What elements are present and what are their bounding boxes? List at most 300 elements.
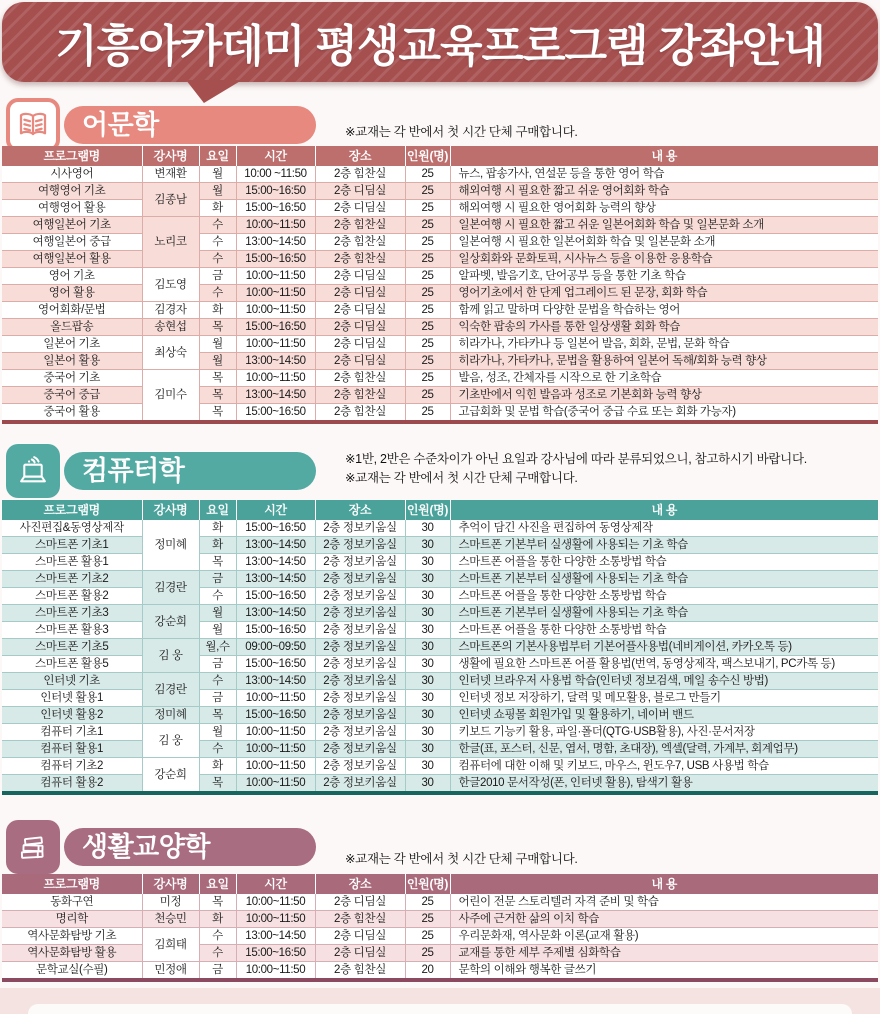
section-badge-culture: 생활교양학 (64, 828, 316, 866)
cell-content: 발음, 성조, 간체자를 시작으로 한 기초학습 (450, 370, 878, 387)
table-row (2, 911, 878, 928)
column-header: 인원(명) (405, 874, 450, 894)
table-row (2, 200, 878, 217)
cell-capacity: 25 (405, 928, 450, 945)
cell-capacity: 25 (405, 217, 450, 234)
table-row (2, 234, 878, 251)
cell-time: 13:00~14:50 (236, 928, 315, 945)
cell-content: 스마트폰 어플을 통한 다양한 소통방법 학습 (450, 622, 878, 639)
cell-instructor: 민정애 (142, 962, 199, 981)
cell-content: 해외여행 시 필요한 영어회화 능력의 향상 (450, 200, 878, 217)
cell-time: 13:00~14:50 (236, 554, 315, 571)
cell-capacity: 30 (405, 724, 450, 741)
cell-day: 목 (199, 387, 236, 404)
cell-time: 10:00~11:50 (236, 302, 315, 319)
cell-day: 목 (199, 707, 236, 724)
cell-capacity: 30 (405, 707, 450, 724)
cell-time: 15:00~16:50 (236, 945, 315, 962)
cell-time: 13:00~14:50 (236, 673, 315, 690)
section-note: ※교재는 각 반에서 첫 시간 단체 구매합니다. (345, 852, 578, 866)
cell-day: 목 (199, 775, 236, 794)
cell-program: 동화구연 (2, 894, 142, 911)
cell-place: 2층 디딤실 (315, 945, 405, 962)
cell-program: 시사영어 (2, 166, 142, 183)
cell-program: 인터넷 활용1 (2, 690, 142, 707)
cell-program: 스마트폰 기초2 (2, 571, 142, 588)
cell-program: 중국어 중급 (2, 387, 142, 404)
table-row (2, 690, 878, 707)
cell-capacity: 25 (405, 200, 450, 217)
cell-place: 2층 힘찬실 (315, 387, 405, 404)
cell-place: 2층 디딤실 (315, 928, 405, 945)
column-header: 내 용 (450, 874, 878, 894)
cell-day: 월 (199, 166, 236, 183)
cell-place: 2층 정보키움실 (315, 707, 405, 724)
cell-instructor: 강순희 (142, 605, 199, 639)
cell-capacity: 25 (405, 370, 450, 387)
cell-program: 문학교실(수필) (2, 962, 142, 981)
column-header: 프로그램명 (2, 500, 142, 520)
cell-program: 중국어 기초 (2, 370, 142, 387)
cell-place: 2층 정보키움실 (315, 639, 405, 656)
cell-instructor: 김종남 (142, 183, 199, 217)
cell-time: 13:00~14:50 (236, 234, 315, 251)
column-header: 요일 (199, 874, 236, 894)
cell-capacity: 30 (405, 520, 450, 537)
cell-day: 월 (199, 336, 236, 353)
cell-program: 스마트폰 기초1 (2, 537, 142, 554)
cell-capacity: 25 (405, 353, 450, 370)
cell-program: 여행영어 기초 (2, 183, 142, 200)
table-row (2, 353, 878, 370)
table-row (2, 741, 878, 758)
cell-day: 금 (199, 656, 236, 673)
cell-place: 2층 정보키움실 (315, 656, 405, 673)
cell-place: 2층 디딤실 (315, 319, 405, 336)
cell-place: 2층 정보키움실 (315, 741, 405, 758)
cell-day: 금 (199, 690, 236, 707)
cell-capacity: 25 (405, 166, 450, 183)
cell-day: 수 (199, 945, 236, 962)
cell-time: 15:00~16:50 (236, 200, 315, 217)
page-title: 기흥아카데미 평생교육프로그램 강좌안내 (55, 22, 825, 71)
cell-time: 15:00~16:50 (236, 183, 315, 200)
cell-place: 2층 정보키움실 (315, 758, 405, 775)
section-note: ※교재는 각 반에서 첫 시간 단체 구매합니다. (345, 471, 578, 485)
cell-content: 해외여행 시 필요한 짧고 쉬운 영어회화 학습 (450, 183, 878, 200)
cell-capacity: 25 (405, 285, 450, 302)
cell-content: 함께 읽고 말하며 다양한 문법을 학습하는 영어 (450, 302, 878, 319)
cell-program: 컴퓨터 기초1 (2, 724, 142, 741)
cell-time: 10:00~11:50 (236, 741, 315, 758)
cell-capacity: 25 (405, 336, 450, 353)
cell-program: 여행일본어 활용 (2, 251, 142, 268)
cell-capacity: 30 (405, 690, 450, 707)
column-header: 장소 (315, 874, 405, 894)
cell-day: 목 (199, 370, 236, 387)
cell-content: 컴퓨터에 대한 이해 및 키보드, 마우스, 윈도우7, USB 사용법 학습 (450, 758, 878, 775)
cell-place: 2층 정보키움실 (315, 690, 405, 707)
table-row (2, 571, 878, 588)
cell-content: 한글2010 문서작성(폰, 인터넷 활용), 탐색기 활용 (450, 775, 878, 794)
cell-time: 15:00~16:50 (236, 520, 315, 537)
cell-capacity: 25 (405, 894, 450, 911)
cell-place: 2층 정보키움실 (315, 605, 405, 622)
cell-capacity: 25 (405, 319, 450, 336)
cell-time: 10:00~11:50 (236, 268, 315, 285)
cell-place: 2층 힘찬실 (315, 234, 405, 251)
cell-capacity: 30 (405, 741, 450, 758)
cell-content: 어린이 전문 스토리텔러 자격 준비 및 학습 (450, 894, 878, 911)
cell-time: 10:00~11:50 (236, 217, 315, 234)
cell-instructor: 천승민 (142, 911, 199, 928)
table-row (2, 302, 878, 319)
cell-day: 화 (199, 758, 236, 775)
cell-day: 수 (199, 285, 236, 302)
cell-content: 추억이 담긴 사진을 편집하여 동영상제작 (450, 520, 878, 537)
cell-program: 영어 활용 (2, 285, 142, 302)
cell-content: 뉴스, 팝송가사, 연설문 등을 통한 영어 학습 (450, 166, 878, 183)
cell-time: 15:00~16:50 (236, 622, 315, 639)
cell-day: 월 (199, 622, 236, 639)
computer-table (2, 500, 878, 795)
cell-content: 인터넷 쇼핑몰 회원가입 및 활용하기, 네이버 밴드 (450, 707, 878, 724)
cell-program: 명리학 (2, 911, 142, 928)
cell-content: 생활에 필요한 스마트폰 어플 활용법(번역, 동영상제작, 팩스보내기, PC카톡 등) (450, 656, 878, 673)
cell-place: 2층 디딤실 (315, 894, 405, 911)
cell-content: 일상회화와 문화토픽, 시사뉴스 등을 이용한 응용학습 (450, 251, 878, 268)
cell-day: 금 (199, 571, 236, 588)
table-row (2, 404, 878, 423)
cell-capacity: 25 (405, 268, 450, 285)
cell-time: 13:00~14:50 (236, 353, 315, 370)
open-book-icon (6, 98, 60, 152)
table-row (2, 554, 878, 571)
column-header: 인원(명) (405, 146, 450, 166)
cell-time: 15:00~16:50 (236, 707, 315, 724)
cell-time: 13:00~14:50 (236, 537, 315, 554)
cell-instructor: 김경자 (142, 302, 199, 319)
cell-day: 금 (199, 962, 236, 981)
cell-day: 월 (199, 183, 236, 200)
table-row (2, 217, 878, 234)
cell-day: 수 (199, 251, 236, 268)
cell-capacity: 30 (405, 639, 450, 656)
cell-instructor: 김 웅 (142, 639, 199, 673)
table-row (2, 894, 878, 911)
cell-day: 수 (199, 217, 236, 234)
cell-time: 09:00~09:50 (236, 639, 315, 656)
table-row (2, 605, 878, 622)
cell-time: 13:00~14:50 (236, 387, 315, 404)
cell-place: 2층 디딤실 (315, 302, 405, 319)
table-row (2, 387, 878, 404)
table-row (2, 928, 878, 945)
cell-instructor: 김경란 (142, 673, 199, 707)
cell-capacity: 30 (405, 673, 450, 690)
cell-time: 13:00~14:50 (236, 605, 315, 622)
cell-time: 10:00~11:50 (236, 690, 315, 707)
column-header: 인원(명) (405, 500, 450, 520)
cell-place: 2층 정보키움실 (315, 673, 405, 690)
cell-day: 수 (199, 741, 236, 758)
cell-program: 스마트폰 활용5 (2, 656, 142, 673)
column-header: 장소 (315, 146, 405, 166)
column-header: 시간 (236, 874, 315, 894)
cell-program: 영어 기초 (2, 268, 142, 285)
column-header: 요일 (199, 500, 236, 520)
table-row (2, 724, 878, 741)
cell-instructor: 최상숙 (142, 336, 199, 370)
cell-day: 월 (199, 353, 236, 370)
table-row (2, 370, 878, 387)
column-header: 요일 (199, 146, 236, 166)
cell-place: 2층 힘찬실 (315, 370, 405, 387)
cell-place: 2층 정보키움실 (315, 622, 405, 639)
cell-content: 스마트폰의 기본사용법부터 기본어플사용법(네비게이션, 카카오톡 등) (450, 639, 878, 656)
table-row (2, 639, 878, 656)
cell-capacity: 30 (405, 622, 450, 639)
column-header: 프로그램명 (2, 874, 142, 894)
cell-day: 월 (199, 605, 236, 622)
cell-instructor: 정미혜 (142, 707, 199, 724)
cell-place: 2층 디딤실 (315, 268, 405, 285)
cell-place: 2층 정보키움실 (315, 775, 405, 794)
cell-capacity: 25 (405, 234, 450, 251)
cell-day: 목 (199, 404, 236, 423)
cell-place: 2층 힘찬실 (315, 166, 405, 183)
cell-content: 영어기초에서 한 단계 업그레이드 된 문장, 회화 학습 (450, 285, 878, 302)
cell-capacity: 30 (405, 605, 450, 622)
cell-capacity: 30 (405, 758, 450, 775)
cell-place: 2층 정보키움실 (315, 724, 405, 741)
cell-instructor: 김 웅 (142, 724, 199, 758)
cell-program: 여행영어 활용 (2, 200, 142, 217)
cell-program: 인터넷 기초 (2, 673, 142, 690)
cell-program: 역사문화탐방 기초 (2, 928, 142, 945)
cell-instructor: 변재환 (142, 166, 199, 183)
cell-content: 스마트폰 어플을 통한 다양한 소통방법 학습 (450, 554, 878, 571)
cell-place: 2층 정보키움실 (315, 588, 405, 605)
table-row (2, 962, 878, 981)
cell-time: 10:00~11:50 (236, 775, 315, 794)
cell-program: 사진편집&동영상제작 (2, 520, 142, 537)
laptop-icon (6, 444, 60, 498)
cell-capacity: 25 (405, 404, 450, 423)
cell-instructor: 김도영 (142, 268, 199, 302)
cell-place: 2층 힘찬실 (315, 962, 405, 981)
cell-instructor: 노리코 (142, 217, 199, 268)
cell-program: 영어회화/문법 (2, 302, 142, 319)
cell-place: 2층 힘찬실 (315, 217, 405, 234)
table-row (2, 251, 878, 268)
cell-program: 인터넷 활용2 (2, 707, 142, 724)
cell-program: 일본어 활용 (2, 353, 142, 370)
cell-program: 컴퓨터 활용1 (2, 741, 142, 758)
cell-instructor: 미정 (142, 894, 199, 911)
cell-place: 2층 힘찬실 (315, 251, 405, 268)
cell-capacity: 30 (405, 656, 450, 673)
cell-content: 스마트폰 기본부터 실생활에 사용되는 기초 학습 (450, 571, 878, 588)
cell-place: 2층 디딤실 (315, 200, 405, 217)
cell-program: 일본어 기초 (2, 336, 142, 353)
cell-place: 2층 디딤실 (315, 285, 405, 302)
cell-capacity: 20 (405, 962, 450, 981)
cell-instructor: 송현섭 (142, 319, 199, 336)
table-row (2, 537, 878, 554)
cell-day: 금 (199, 268, 236, 285)
cell-program: 스마트폰 활용3 (2, 622, 142, 639)
table-row (2, 520, 878, 537)
section-badge-language: 어문학 (64, 106, 316, 144)
cell-day: 월,수 (199, 639, 236, 656)
column-header: 장소 (315, 500, 405, 520)
cell-content: 우리문화재, 역사문화 이론(교재 활용) (450, 928, 878, 945)
cell-day: 화 (199, 302, 236, 319)
section-note: ※교재는 각 반에서 첫 시간 단체 구매합니다. (345, 125, 578, 139)
cell-instructor: 김희태 (142, 928, 199, 962)
cell-content: 히라가나, 가타카나, 문법을 활용하여 일본어 독해/회화 능력 향상 (450, 353, 878, 370)
cell-content: 기초반에서 익힌 발음과 성조로 기본회화 능력 향상 (450, 387, 878, 404)
cell-program: 스마트폰 활용2 (2, 588, 142, 605)
cell-place: 2층 디딤실 (315, 353, 405, 370)
cell-capacity: 30 (405, 554, 450, 571)
table-row (2, 945, 878, 962)
table-row (2, 775, 878, 794)
cell-content: 인터넷 정보 저장하기, 달력 및 메모활용, 블로그 만들기 (450, 690, 878, 707)
table-row (2, 183, 878, 200)
cell-content: 스마트폰 어플을 통한 다양한 소통방법 학습 (450, 588, 878, 605)
cell-program: 스마트폰 기초3 (2, 605, 142, 622)
table-row (2, 285, 878, 302)
cell-time: 15:00~16:50 (236, 404, 315, 423)
column-header: 프로그램명 (2, 146, 142, 166)
cell-program: 올드팝송 (2, 319, 142, 336)
cell-instructor: 김미수 (142, 370, 199, 423)
table-row (2, 166, 878, 183)
cell-place: 2층 정보키움실 (315, 554, 405, 571)
column-header: 내 용 (450, 500, 878, 520)
cell-place: 2층 디딤실 (315, 336, 405, 353)
cell-content: 고급회화 및 문법 학습(중국어 중급 수료 또는 회화 가능자) (450, 404, 878, 423)
books-stack-icon (6, 820, 60, 874)
cell-program: 스마트폰 활용1 (2, 554, 142, 571)
cell-place: 2층 힘찬실 (315, 911, 405, 928)
cell-day: 화 (199, 911, 236, 928)
column-header: 강사명 (142, 874, 199, 894)
cell-content: 스마트폰 기본부터 실생활에 사용되는 기초 학습 (450, 605, 878, 622)
cell-day: 수 (199, 928, 236, 945)
cell-time: 10:00~11:50 (236, 758, 315, 775)
table-row (2, 758, 878, 775)
cell-capacity: 30 (405, 775, 450, 794)
cell-place: 2층 힘찬실 (315, 404, 405, 423)
cell-time: 10:00~11:50 (236, 285, 315, 302)
cell-capacity: 25 (405, 302, 450, 319)
cell-content: 키보드 기능키 활용, 파일·폴더(QTG·USB활용), 사진·문서저장 (450, 724, 878, 741)
cell-instructor: 김경란 (142, 571, 199, 605)
cell-time: 10:00~11:50 (236, 336, 315, 353)
cell-content: 문학의 이해와 행복한 글쓰기 (450, 962, 878, 981)
cell-time: 10:00 ~11:50 (236, 166, 315, 183)
cell-content: 알파벳, 발음기호, 단어공부 등을 통한 기초 학습 (450, 268, 878, 285)
cell-day: 목 (199, 319, 236, 336)
cell-content: 스마트폰 기본부터 실생활에 사용되는 기초 학습 (450, 537, 878, 554)
cell-program: 중국어 활용 (2, 404, 142, 423)
cell-capacity: 25 (405, 251, 450, 268)
cell-content: 인터넷 브라우저 사용법 학습(인터넷 정보검색, 메일 송수신 방법) (450, 673, 878, 690)
culture-table (2, 874, 878, 982)
banner-tail (186, 80, 242, 103)
cell-time: 10:00~11:50 (236, 962, 315, 981)
cell-time: 10:00~11:50 (236, 894, 315, 911)
cell-capacity: 25 (405, 945, 450, 962)
table-row (2, 673, 878, 690)
cell-day: 화 (199, 200, 236, 217)
cell-content: 교재를 통한 세부 주제별 심화학습 (450, 945, 878, 962)
cell-day: 수 (199, 588, 236, 605)
table-row (2, 336, 878, 353)
cell-content: 일본여행 시 필요한 짧고 쉬운 일본어회화 학습 및 일본문화 소개 (450, 217, 878, 234)
cell-content: 일본여행 시 필요한 일본어회화 학습 및 일본문화 소개 (450, 234, 878, 251)
cell-place: 2층 정보키움실 (315, 520, 405, 537)
cell-program: 여행일본어 중급 (2, 234, 142, 251)
cell-capacity: 30 (405, 588, 450, 605)
cell-capacity: 25 (405, 183, 450, 200)
cell-time: 15:00~16:50 (236, 251, 315, 268)
cell-day: 화 (199, 520, 236, 537)
cell-instructor: 강순희 (142, 758, 199, 794)
cell-day: 월 (199, 724, 236, 741)
section-note: ※1반, 2반은 수준차이가 아닌 요일과 강사님에 따라 분류되었으니, 참고하시기 바랍니다. (345, 452, 807, 466)
cell-time: 13:00~14:50 (236, 571, 315, 588)
cell-capacity: 30 (405, 571, 450, 588)
cell-place: 2층 정보키움실 (315, 571, 405, 588)
cell-capacity: 25 (405, 911, 450, 928)
cell-capacity: 30 (405, 537, 450, 554)
cell-day: 화 (199, 537, 236, 554)
column-header: 강사명 (142, 500, 199, 520)
cell-content: 익숙한 팝송의 가사를 통한 일상생활 회화 학습 (450, 319, 878, 336)
cell-day: 수 (199, 673, 236, 690)
cell-time: 15:00~16:50 (236, 656, 315, 673)
table-row (2, 588, 878, 605)
cell-program: 여행일본어 기초 (2, 217, 142, 234)
table-row (2, 622, 878, 639)
column-header: 내 용 (450, 146, 878, 166)
title-banner (2, 2, 878, 82)
cell-time: 15:00~16:50 (236, 319, 315, 336)
cell-content: 히라가나, 가타카나 등 일본어 발음, 회화, 문법, 문화 학습 (450, 336, 878, 353)
cell-place: 2층 정보키움실 (315, 537, 405, 554)
language-table (2, 146, 878, 424)
cell-day: 목 (199, 894, 236, 911)
cell-program: 컴퓨터 기초2 (2, 758, 142, 775)
bottom-card (28, 1004, 852, 1014)
cell-time: 15:00~16:50 (236, 588, 315, 605)
cell-day: 수 (199, 234, 236, 251)
table-row (2, 656, 878, 673)
table-row (2, 707, 878, 724)
cell-time: 10:00~11:50 (236, 724, 315, 741)
column-header: 강사명 (142, 146, 199, 166)
cell-content: 한글(표, 포스터, 신문, 엽서, 명함, 초대장), 엑셀(달력, 가계부, 회계업무) (450, 741, 878, 758)
column-header: 시간 (236, 500, 315, 520)
cell-program: 스마트폰 기초5 (2, 639, 142, 656)
table-row (2, 319, 878, 336)
column-header: 시간 (236, 146, 315, 166)
cell-time: 10:00~11:50 (236, 370, 315, 387)
